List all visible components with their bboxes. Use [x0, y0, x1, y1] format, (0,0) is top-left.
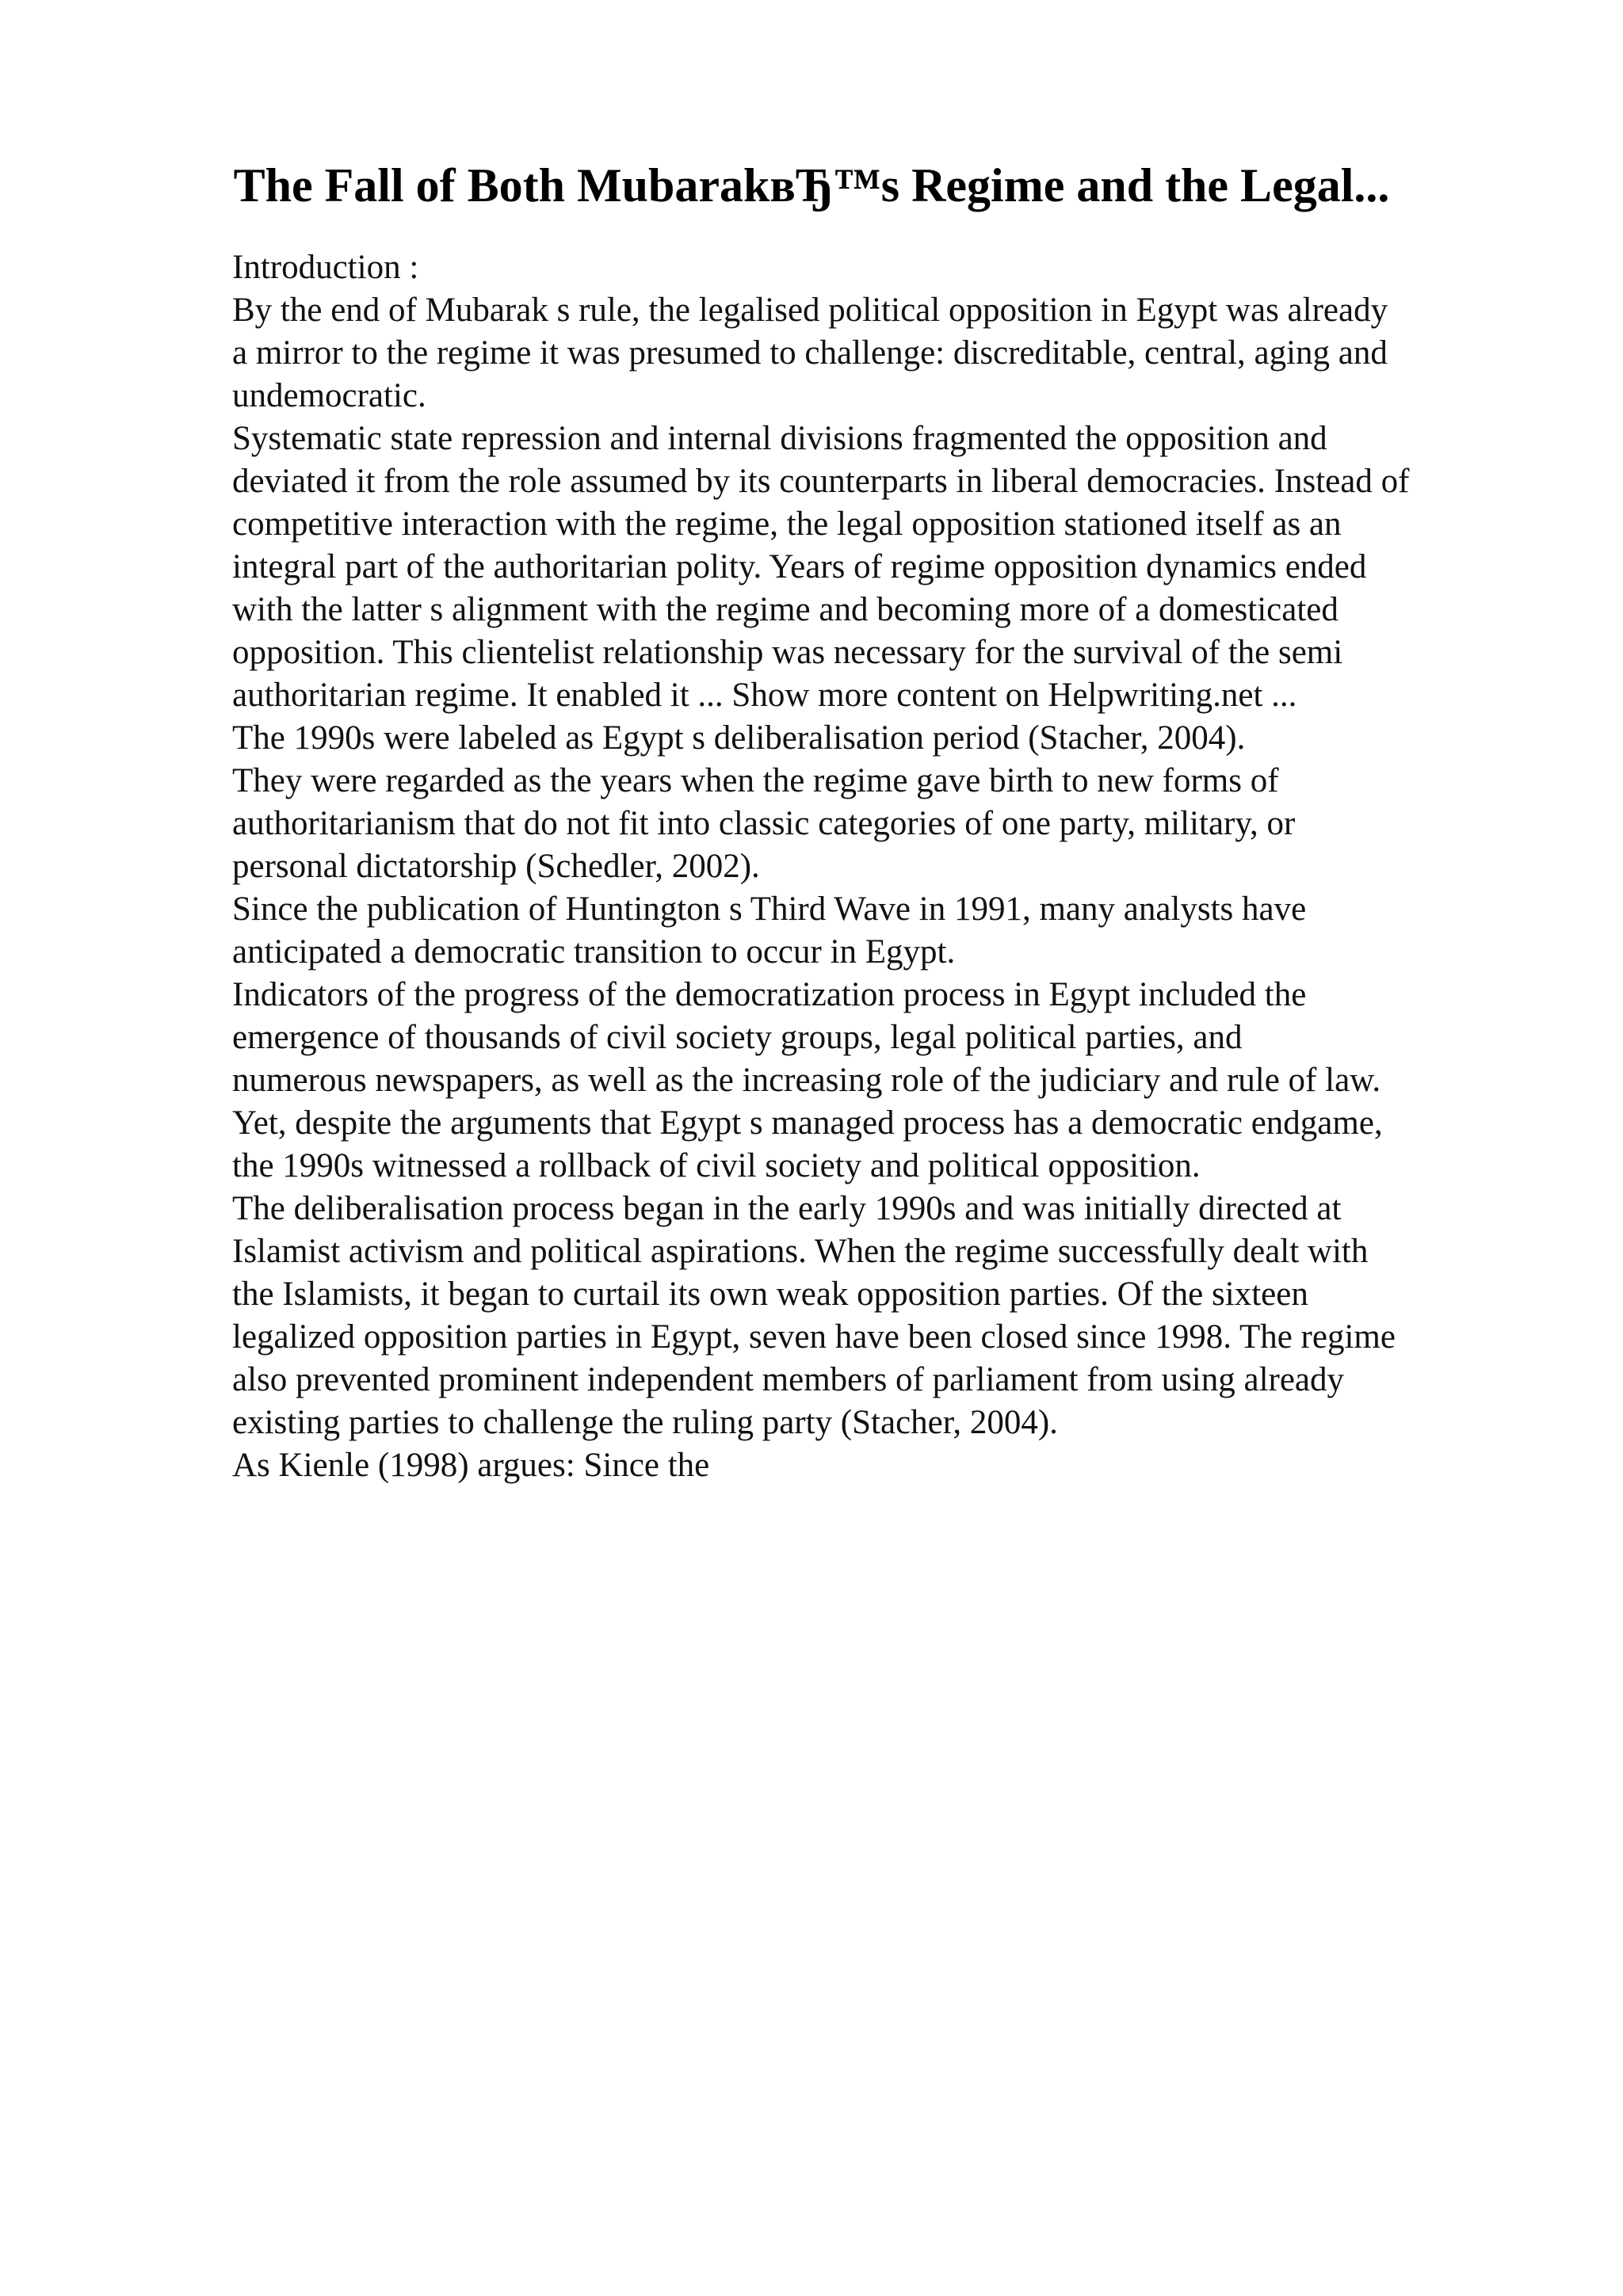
body-line: legalized opposition parties in Egypt, seven have been closed since 1998. The regime: [232, 1318, 1396, 1356]
body-line: existing parties to challenge the ruling party (Stacher, 2004).: [232, 1404, 1058, 1441]
body-line: also prevented prominent independent members of parliament from using already: [232, 1361, 1345, 1398]
body-line: They were regarded as the years when the regime gave birth to new forms of: [232, 762, 1279, 799]
body-line: the Islamists, it began to curtail its own weak opposition parties. Of the sixteen: [232, 1276, 1308, 1313]
document-body: [232, 246, 1564, 1487]
body-line: Yet, despite the arguments that Egypt s managed process has a democratic endgame,: [232, 1104, 1383, 1142]
body-line: By the end of Mubarak s rule, the legalised political opposition in Egypt was already: [232, 292, 1388, 329]
body-line: integral part of the authoritarian polity. Years of regime opposition dynamics ended: [232, 548, 1367, 585]
document-title: The Fall of Both MubarakвЂ™s Regime and the Legal...: [233, 159, 1390, 212]
body-line: undemocratic.: [232, 377, 426, 414]
body-line: opposition. This clientelist relationship was necessary for the survival of the semi: [232, 634, 1343, 671]
body-line: Since the publication of Huntington s Third Wave in 1991, many analysts have: [232, 891, 1307, 928]
body-line: with the latter s alignment with the regime and becoming more of a domesticated: [232, 591, 1338, 628]
body-line: competitive interaction with the regime, the legal opposition stationed itself as an: [232, 505, 1342, 543]
body-line: Indicators of the progress of the democratization process in Egypt included the: [232, 976, 1307, 1013]
body-line: numerous newspapers, as well as the increasing role of the judiciary and rule of law.: [232, 1062, 1381, 1099]
body-line: deviated it from the role assumed by its counterparts in liberal democracies. Instead of: [232, 463, 1410, 500]
body-line: Introduction :: [232, 249, 419, 286]
body-line: authoritarian regime. It enabled it ... Show more content on Helpwriting.net ...: [232, 677, 1297, 714]
body-line: a mirror to the regime it was presumed to challenge: discreditable, central, aging and: [232, 334, 1388, 372]
body-line: anticipated a democratic transition to occur in Egypt.: [232, 933, 956, 971]
body-line: Systematic state repression and internal divisions fragmented the opposition and: [232, 420, 1327, 457]
body-line: personal dictatorship (Schedler, 2002).: [232, 848, 760, 885]
body-line: As Kienle (1998) argues: Since the: [232, 1447, 710, 1484]
body-line: the 1990s witnessed a rollback of civil society and political opposition.: [232, 1147, 1201, 1184]
body-line: The deliberalisation process began in the early 1990s and was initially directed at: [232, 1190, 1342, 1227]
body-line: Islamist activism and political aspirations. When the regime successfully dealt with: [232, 1233, 1369, 1270]
body-line: The 1990s were labeled as Egypt s deliberalisation period (Stacher, 2004).: [232, 719, 1246, 757]
body-line: authoritarianism that do not fit into classic categories of one party, military, or: [232, 805, 1296, 842]
body-line: emergence of thousands of civil society groups, legal political parties, and: [232, 1019, 1243, 1056]
